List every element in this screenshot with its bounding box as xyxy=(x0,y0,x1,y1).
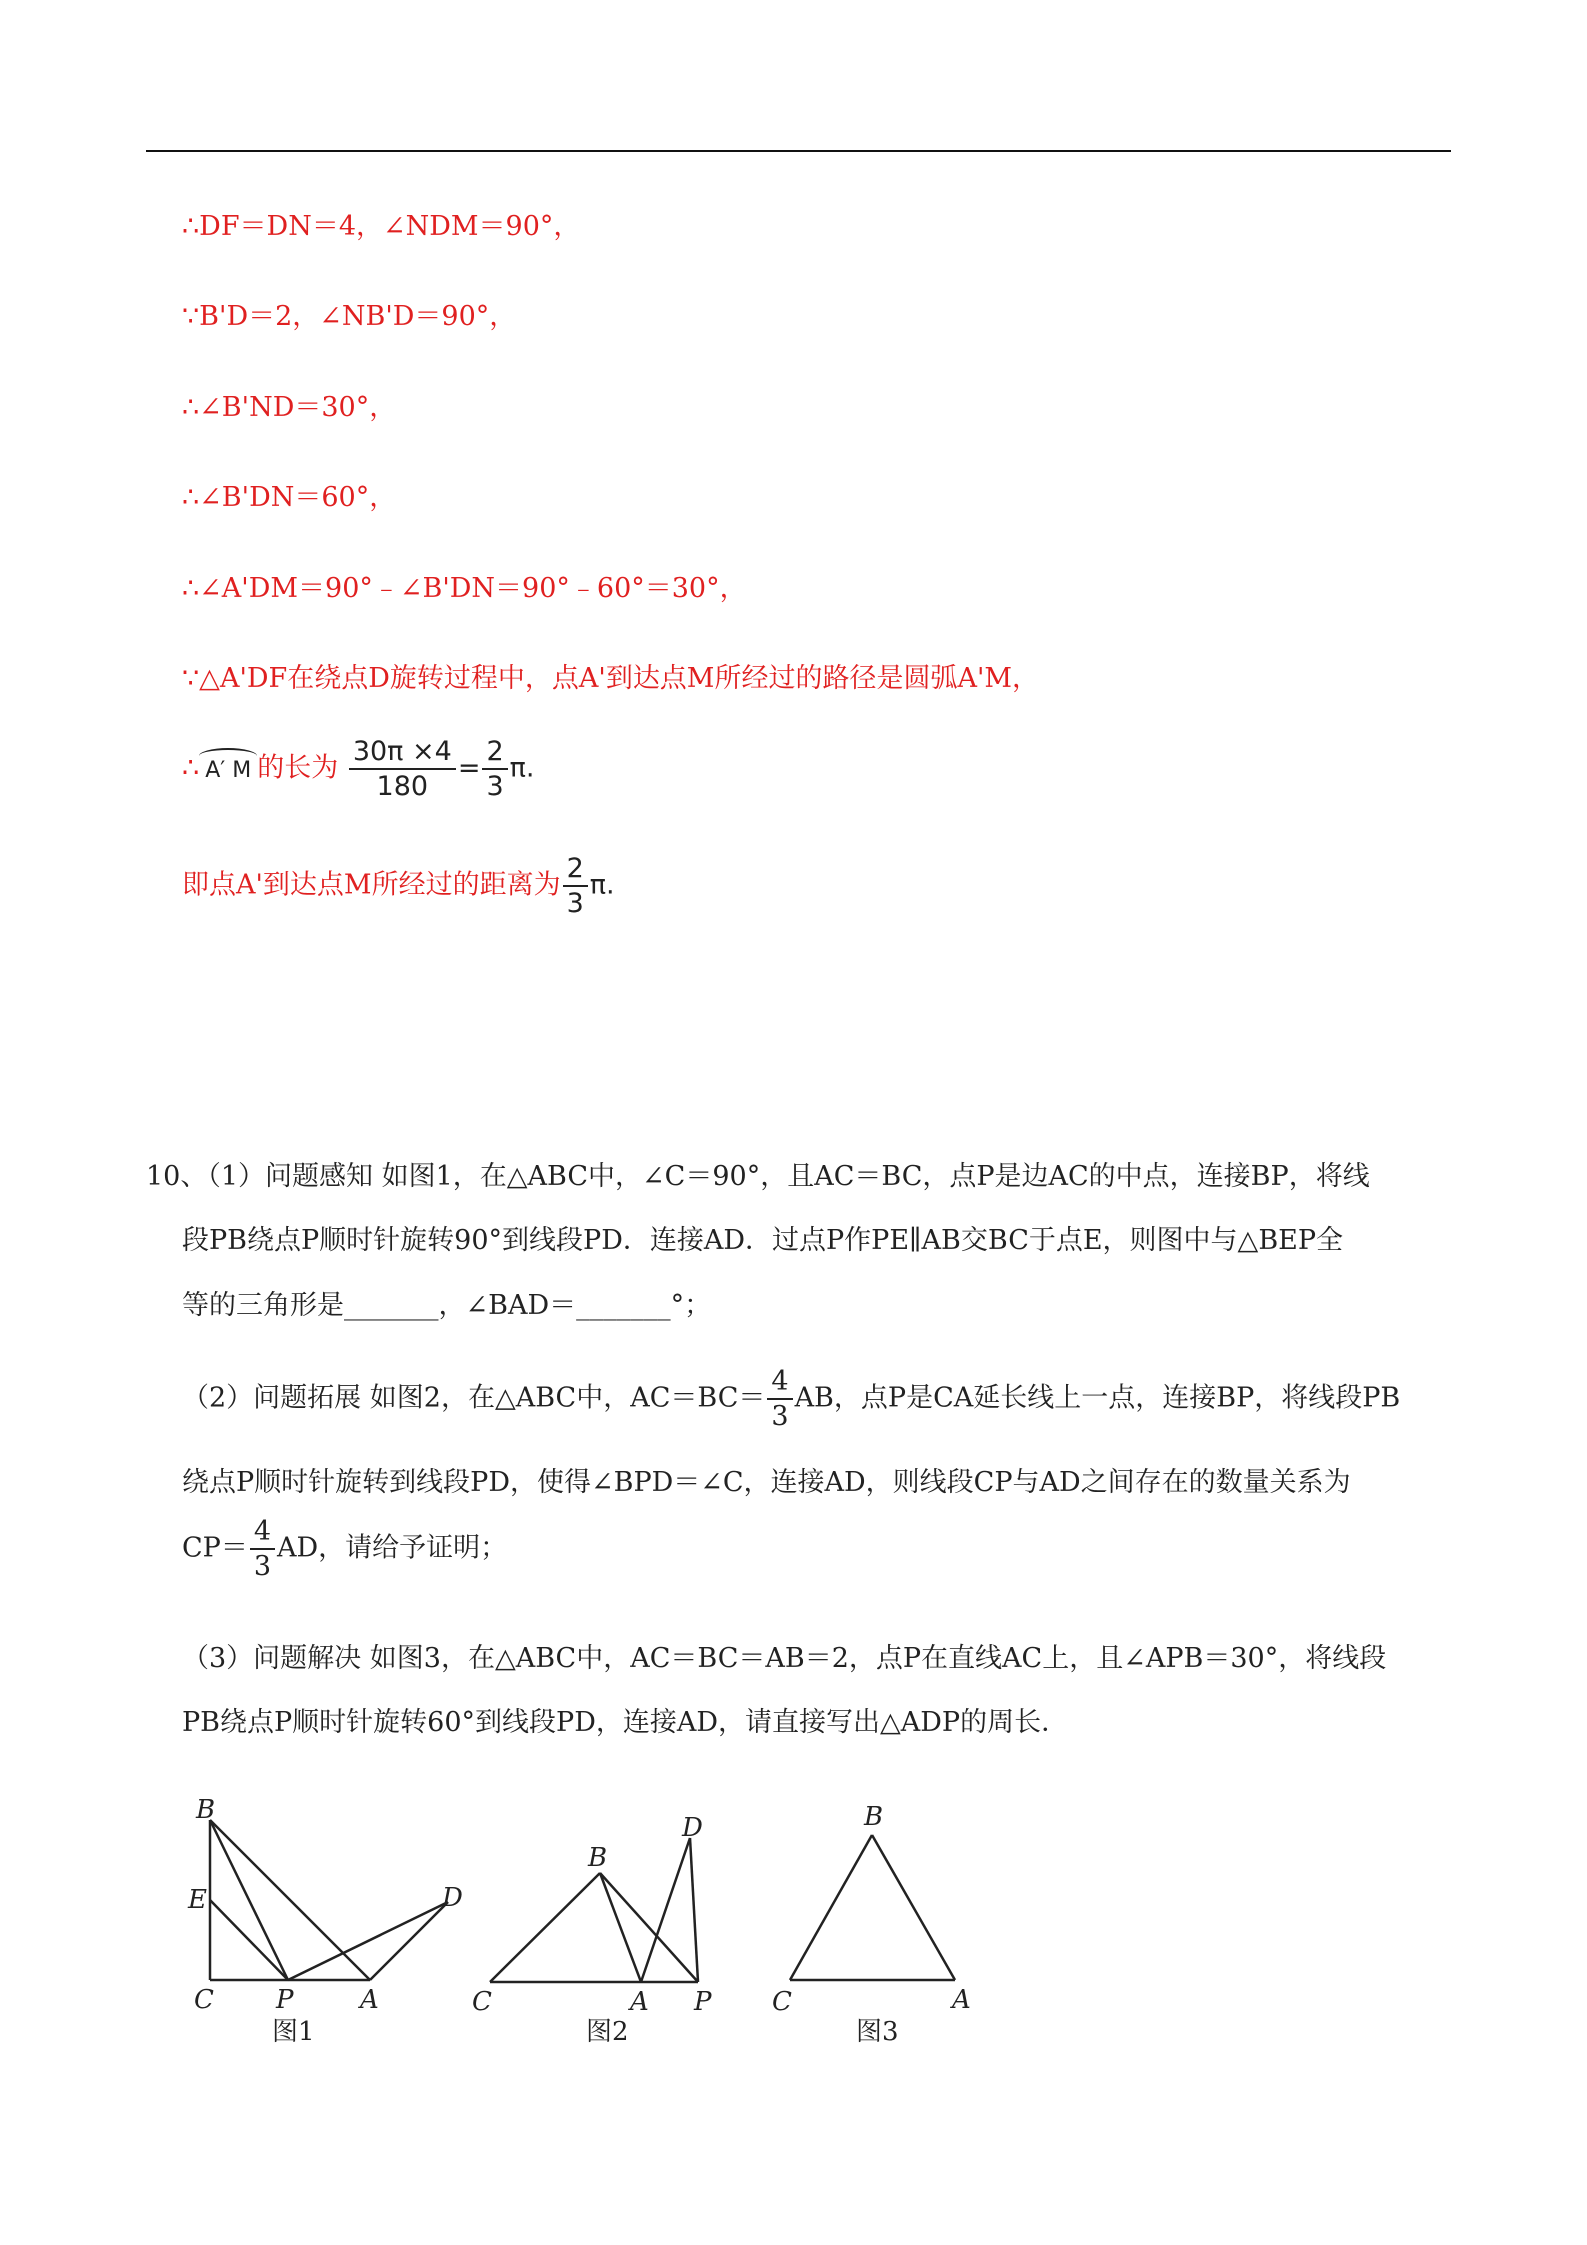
answer-line: 即点A'到达点M所经过的距离为 $\frac{2}{3}$ π. xyxy=(182,853,615,919)
solution-line: ∵△A'DF在绕点D旋转过程中，点A'到达点M所经过的路径是圆弧A'M， xyxy=(182,663,1040,694)
header-rule xyxy=(146,150,1451,152)
point-label: P xyxy=(276,1985,294,2015)
figure-caption: 图2 xyxy=(586,2017,629,2047)
fraction: $\frac{2}{3}$ xyxy=(563,855,588,917)
fraction: $\frac{2}{3}$ xyxy=(482,738,507,800)
geometry-figures xyxy=(180,1790,1000,2050)
fraction: $\frac{4}{3}$ xyxy=(250,1518,275,1580)
point-label: C xyxy=(194,1985,214,2015)
point-label: C xyxy=(772,1987,792,2017)
problem-line: 段PB绕点P顺时针旋转90°到线段PD．连接AD．过点P作PE∥AB交BC于点E，则图中与△BEP全 xyxy=(182,1225,1344,1256)
point-label: D xyxy=(442,1883,463,1913)
point-label: C xyxy=(472,1987,492,2017)
point-label: A xyxy=(360,1985,379,2015)
problem-line: 等的三角形是_______，∠BAD＝_______°； xyxy=(182,1290,712,1321)
solution-line: ∴DF＝DN＝4，∠NDM＝90°， xyxy=(182,211,581,242)
arc-length-line: ∴ A′ M 的长为 $\frac{30\pi \times 4}{180}$ = $\frac{2}{3}$ π. xyxy=(182,736,535,802)
point-label: A xyxy=(630,1987,649,2017)
solution-line: ∴∠A'DM＝90°﹣∠B'DN＝90°﹣60°＝30°， xyxy=(182,573,747,604)
problem-line: 10、（1）问题感知 如图1，在△ABC中，∠C＝90°，且AC＝BC，点P是边AC的中点，连接BP，将线 xyxy=(146,1161,1370,1192)
arc-symbol: A′ M xyxy=(199,748,257,783)
point-label: B xyxy=(588,1843,608,1873)
point-label: B xyxy=(196,1795,216,1825)
solution-line: ∴∠B'DN＝60°， xyxy=(182,482,397,513)
solution-line: ∴∠B'ND＝30°， xyxy=(182,392,397,423)
problem-line: PB绕点P顺时针旋转60°到线段PD，连接AD，请直接写出△ADP的周长． xyxy=(182,1707,1069,1738)
fraction: $\frac{4}{3}$ xyxy=(767,1368,792,1430)
problem-line: （3）问题解决 如图3，在△ABC中，AC＝BC＝AB＝2，点P在直线AC上，且∠APB＝30°，将线段 xyxy=(182,1643,1387,1674)
problem-line: （2）问题拓展 如图2，在△ABC中，AC＝BC＝ $\frac{4}{3}$ AB，点P是CA延长线上一点，连接BP，将线段PB xyxy=(182,1366,1401,1432)
point-label: D xyxy=(682,1813,703,1843)
problem-number: 10、 xyxy=(146,1161,208,1192)
point-label: A xyxy=(952,1985,971,2015)
point-label: P xyxy=(694,1987,712,2017)
solution-line: ∵B'D＝2，∠NB'D＝90°， xyxy=(182,301,517,332)
fraction: $\frac{30\pi \times 4}{180}$ xyxy=(349,738,456,800)
point-label: E xyxy=(188,1885,207,1915)
point-label: B xyxy=(864,1802,884,1832)
figure-caption: 图3 xyxy=(856,2017,899,2047)
problem-line: 绕点P顺时针旋转到线段PD，使得∠BPD＝∠C，连接AD，则线段CP与AD之间存在的数量关系为 xyxy=(182,1467,1351,1498)
figure-1 xyxy=(210,1820,448,1980)
figure-3 xyxy=(790,1835,955,1980)
figure-caption: 图1 xyxy=(272,2017,315,2047)
problem-line: CP＝ $\frac{4}{3}$ AD，请给予证明； xyxy=(182,1516,508,1582)
